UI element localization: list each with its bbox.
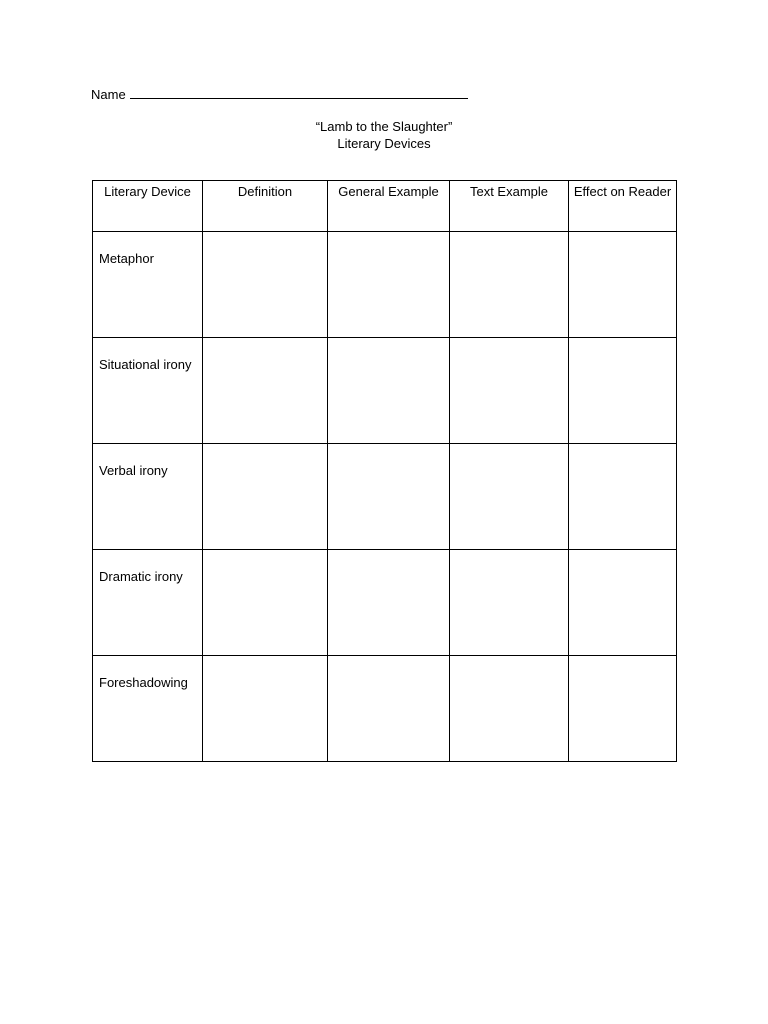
name-label: Name xyxy=(91,87,126,102)
table-row xyxy=(93,338,677,444)
effect-cell[interactable] xyxy=(569,338,677,444)
device-name-cell: Metaphor xyxy=(93,232,203,338)
column-header-text-example: Text Example xyxy=(450,181,569,232)
table-row xyxy=(93,656,677,762)
column-header-effect-on-reader: Effect on Reader xyxy=(569,181,677,232)
effect-cell[interactable] xyxy=(569,550,677,656)
definition-cell[interactable] xyxy=(203,656,328,762)
name-blank-line[interactable] xyxy=(130,86,468,99)
general-example-cell[interactable] xyxy=(328,444,450,550)
effect-cell[interactable] xyxy=(569,232,677,338)
general-example-cell[interactable] xyxy=(328,656,450,762)
effect-cell[interactable] xyxy=(569,656,677,762)
device-name-cell: Dramatic irony xyxy=(93,550,203,656)
general-example-cell[interactable] xyxy=(328,338,450,444)
table-header-row xyxy=(93,181,677,232)
general-example-cell[interactable] xyxy=(328,232,450,338)
worksheet-subtitle: Literary Devices xyxy=(337,136,431,151)
column-header-general-example: General Example xyxy=(328,181,450,232)
table-row xyxy=(93,232,677,338)
definition-cell[interactable] xyxy=(203,232,328,338)
definition-cell[interactable] xyxy=(203,550,328,656)
table-row xyxy=(93,550,677,656)
text-example-cell[interactable] xyxy=(450,444,569,550)
device-name-cell: Verbal irony xyxy=(93,444,203,550)
text-example-cell[interactable] xyxy=(450,338,569,444)
name-field xyxy=(91,86,468,104)
general-example-cell[interactable] xyxy=(328,550,450,656)
column-header-definition: Definition xyxy=(203,181,328,232)
text-example-cell[interactable] xyxy=(450,656,569,762)
device-name-cell: Foreshadowing xyxy=(93,656,203,762)
story-title: “Lamb to the Slaughter” xyxy=(315,119,453,134)
definition-cell[interactable] xyxy=(203,338,328,444)
column-header-literary-device: Literary Device xyxy=(93,181,203,232)
table-row xyxy=(93,444,677,550)
text-example-cell[interactable] xyxy=(450,232,569,338)
device-name-cell: Situational irony xyxy=(93,338,203,444)
title-block xyxy=(0,118,768,152)
effect-cell[interactable] xyxy=(569,444,677,550)
literary-devices-table xyxy=(92,180,677,762)
definition-cell[interactable] xyxy=(203,444,328,550)
text-example-cell[interactable] xyxy=(450,550,569,656)
